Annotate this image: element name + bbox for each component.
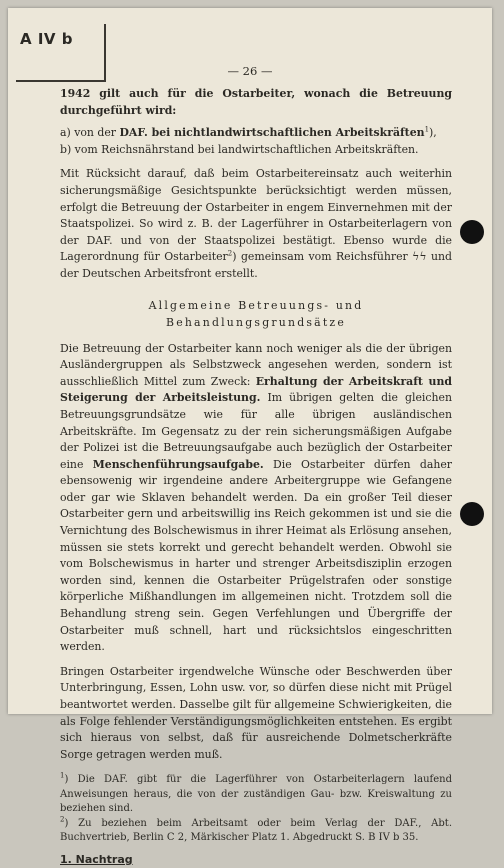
- footnote-1-text: ) Die DAF. gibt für die Lagerführer von Ostarbeiterlagern laufend Anweisungen heraus, die von der zuständigen Gau- bzw. Kreiswaltung zu beziehen sind.: [60, 774, 452, 815]
- footnote-ref-1: 1: [424, 125, 430, 134]
- page-number: — 26 —: [227, 64, 273, 78]
- intro-sentence: 1942 gilt auch für die Ostarbeiter, wonach die Betreuung durchgeführt wird:: [60, 87, 452, 117]
- list-item-b: b) vom Reichsnährstand bei landwirtschaftlichen Arbeitskräften.: [60, 142, 419, 156]
- paragraph-security: [60, 166, 452, 282]
- document-page: [8, 8, 492, 866]
- footnote-2: [60, 817, 452, 846]
- punch-hole-top: [460, 220, 484, 244]
- principles-text-3: Die Ostarbeiter dürfen daher ebensowenig wir irgendeine andere Arbeitergruppe wie Gefangene oder gar wie Sklaven behandelt werden. Da ein großer Teil dieser Ostarbeiter gern und arbeitswillig ins Reich gekommen ist und sie die Vernichtung des Bolschewismus in ihrer Heimat als Erlösung ansehen, müssen sie stets korrekt und gerecht behandelt werden. Obwohl sie vom Bolschewismus in harter und strenger Arbeitsdisziplin erzogen worden sind, kennen die Ostarbeiter Prügelstrafen oder sonstige körperliche Mißhandlungen im allgemeinen nicht. Trotzdem soll die Behandlung streng sein. Gegen Verfehlungen und Übergriffe der Ostarbeiter muß schnell, hart und rücksichtslos eingeschritten werden.: [60, 457, 453, 654]
- list-item-a-bold: DAF. bei nichtlandwirtschaftlichen Arbeitskräften: [119, 126, 425, 140]
- paragraph-security-part2: ) gemeinsam vom Reichsführer ϟϟ und der Deutschen Arbeitsfront erstellt.: [60, 250, 452, 280]
- principles-bold-1: Erhaltung der Arbeitskraft und Steigerung der Arbeitsleistung.: [60, 374, 452, 405]
- principles-text-1: Die Betreuung der Ostarbeiter kann noch weniger als die der übrigen Ausländergruppen als Selbstzweck angesehen werden, sondern ist ausschließlich Mittel zum Zweck:: [60, 341, 452, 388]
- paragraph-principles: [60, 341, 452, 656]
- footnote-1: [60, 773, 452, 817]
- footnote-2-text: ) Zu beziehen beim Arbeitsamt oder beim Verlag der DAF., Abt. Buchvertrieb, Berlin C 2, Märkischer Platz 1. Abgedruckt S. B IV b 35.: [60, 817, 452, 844]
- principles-text-2: Im übrigen gelten die gleichen Betreuungsgrundsätze wie für alle übrigen ausländischen Arbeitskräfte. Im Gegensatz zu der rein sicherungsmäßigen Aufgabe der Polizei ist die Betreuungsaufgabe auch bezüglich der Ostarbeiter eine: [60, 391, 452, 471]
- document-body: [60, 86, 452, 868]
- paragraph-security-part1: Mit Rücksicht darauf, daß beim Ostarbeitereinsatz auch weiterhin sicherungsmäßige Gesichtspunkte berücksichtigt werden müssen, erfolgt die Betreuung der Ostarbeiter in engem Einvernehmen mit der Staatspolizei. So wird z. B. der Lagerführer in Ostarbeiterlagern von der DAF. und von der Staatspolizei bestätigt. Ebenso wurde die Lagerordnung für Ostarbeiter: [60, 167, 452, 264]
- footnote-1-mark: 1: [60, 772, 65, 781]
- list-item-a-suffix: ),: [429, 126, 437, 140]
- section-stamp-label: A IV b: [20, 30, 73, 48]
- section-heading: Allgemeine Betreuungs- und Behandlungsgrundsätze: [148, 298, 364, 329]
- footnote-2-mark: 2: [60, 815, 65, 824]
- footnote-ref-2: 2: [227, 249, 233, 258]
- punch-hole-bottom: [460, 502, 484, 526]
- supplement-label: 1. Nachtrag: [60, 852, 133, 866]
- list-item-a: [60, 125, 452, 142]
- paragraph-complaints: Bringen Ostarbeiter irgendwelche Wünsche oder Beschwerden über Unterbringung, Essen, Lohn usw. vor, so dürfen diese nicht mit Prügel beantwortet werden. Dasselbe gilt für allgemeine Schwierigkeiten, die als Folge fehlender Verständigungsmöglichkeiten entstehen. Es ergibt sich hieraus von selbst, daß für ausreichende Dolmetscherkräfte Sorge getragen werden muß.: [60, 664, 452, 761]
- footnotes: [60, 773, 452, 846]
- principles-bold-2: Menschenführungsaufgabe.: [92, 457, 264, 471]
- list-item-a-prefix: a) von der: [60, 126, 120, 140]
